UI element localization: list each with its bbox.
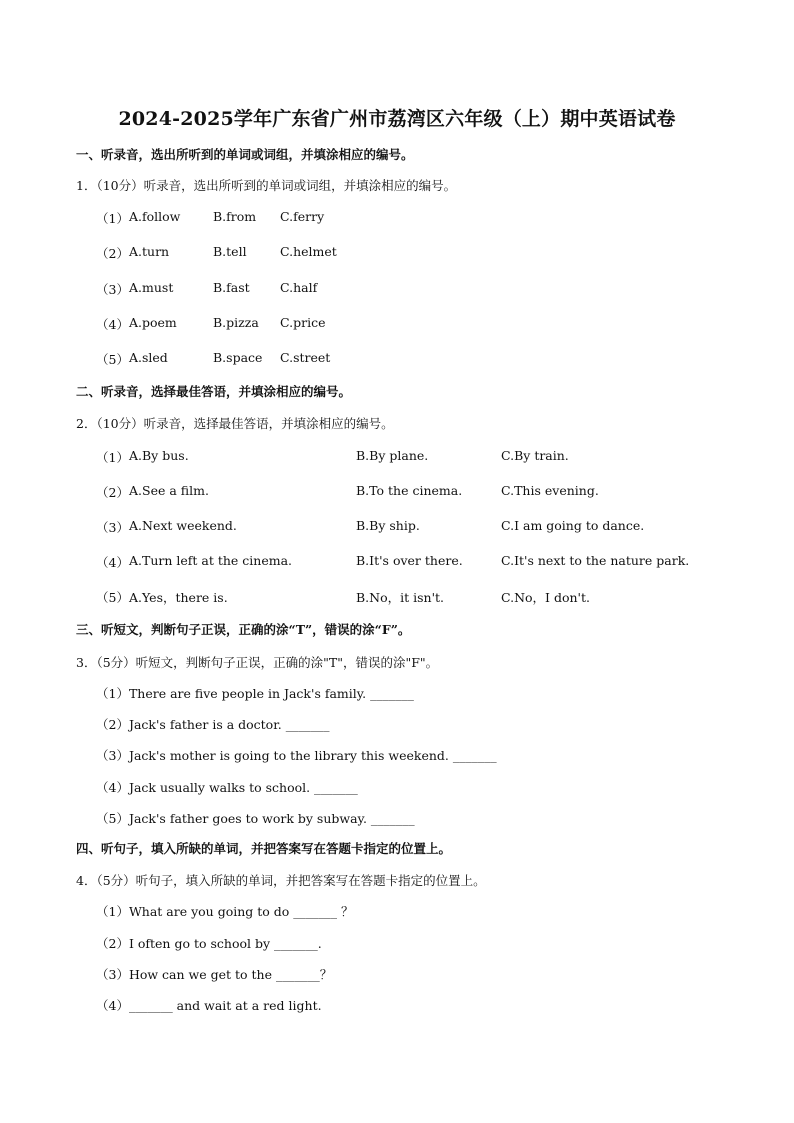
option-a: A.By bus.: [129, 448, 189, 463]
option-a: A.sled: [129, 350, 168, 365]
option-a: A.Turn left at the cinema.: [129, 553, 293, 568]
option-a: A.See a film.: [129, 483, 209, 498]
item-number: （5）: [96, 590, 129, 605]
fill-blank-item: （2）I often go to school by _______.: [96, 936, 322, 951]
option-a: A.must: [129, 280, 174, 295]
option-b: B.pizza: [213, 315, 259, 330]
option-c: C.half: [280, 280, 318, 295]
item-number: （1）: [96, 211, 129, 226]
statement-item: （4）Jack usually walks to school. _______: [96, 780, 358, 795]
statement-item: （1）There are five people in Jack's family. _______: [96, 686, 414, 701]
page-title: 2024-2025学年广东省广州市荔湾区六年级（上）期中英语试卷: [118, 108, 676, 130]
option-c: C.helmet: [280, 244, 337, 259]
statement-item: （5）Jack's father goes to work by subway. _______: [96, 811, 415, 826]
question-2: 2．（10分）听录音，选择最佳答语，并填涂相应的编号。: [76, 416, 394, 431]
option-b: B.tell: [213, 244, 247, 259]
section-heading-1: 一、听录音，选出所听到的单词或词组，并填涂相应的编号。: [76, 147, 414, 162]
section-heading-3: 三、听短文，判断句子正误，正确的涂“T”，错误的涂“F”。: [76, 622, 411, 637]
fill-blank-item: （1）What are you going to do _______ ？: [96, 904, 354, 919]
option-b: B.To the cinema.: [356, 483, 463, 498]
item-number: （3）: [96, 282, 129, 297]
item-number: （2）: [96, 485, 129, 500]
option-c: C.street: [280, 350, 331, 365]
option-c: C.I am going to dance.: [501, 518, 645, 533]
item-number: （3）: [96, 520, 129, 535]
item-number: （2）: [96, 246, 129, 261]
option-c: C.By train.: [501, 448, 569, 463]
section-heading-2: 二、听录音，选择最佳答语，并填涂相应的编号。: [76, 384, 352, 399]
option-b: B.No，it isn't.: [356, 590, 445, 605]
question-3: 3．（5分）听短文，判断句子正误，正确的涂"T"，错误的涂"F"。: [76, 655, 439, 670]
option-a: A.Next weekend.: [129, 518, 237, 533]
option-a: A.turn: [129, 244, 170, 259]
option-b: B.from: [213, 209, 257, 224]
question-4: 4．（5分）听句子，填入所缺的单词，并把答案写在答题卡指定的位置上。: [76, 873, 486, 888]
option-a: A.Yes，there is.: [129, 590, 228, 605]
option-a: A.poem: [129, 315, 177, 330]
option-c: C.ferry: [280, 209, 325, 224]
option-b: B.space: [213, 350, 263, 365]
statement-item: （3）Jack's mother is going to the library this weekend. _______: [96, 748, 497, 763]
option-b: B.By plane.: [356, 448, 429, 463]
statement-item: （2）Jack's father is a doctor. _______: [96, 717, 330, 732]
option-b: B.By ship.: [356, 518, 420, 533]
fill-blank-item: （4）_______ and wait at a red light.: [96, 998, 322, 1013]
section-heading-4: 四、听句子，填入所缺的单词，并把答案写在答题卡指定的位置上。: [76, 841, 452, 856]
item-number: （1）: [96, 450, 129, 465]
option-b: B.fast: [213, 280, 250, 295]
option-b: B.It's over there.: [356, 553, 463, 568]
option-c: C.It's next to the nature park.: [501, 553, 690, 568]
item-number: （4）: [96, 317, 129, 332]
option-c: C.No，I don't.: [501, 590, 590, 605]
fill-blank-item: （3）How can we get to the _______？: [96, 967, 333, 982]
option-c: C.price: [280, 315, 326, 330]
question-1: 1．（10分）听录音，选出所听到的单词或词组，并填涂相应的编号。: [76, 178, 457, 193]
item-number: （5）: [96, 352, 129, 367]
option-c: C.This evening.: [501, 483, 599, 498]
option-a: A.follow: [129, 209, 181, 224]
item-number: （4）: [96, 555, 129, 570]
